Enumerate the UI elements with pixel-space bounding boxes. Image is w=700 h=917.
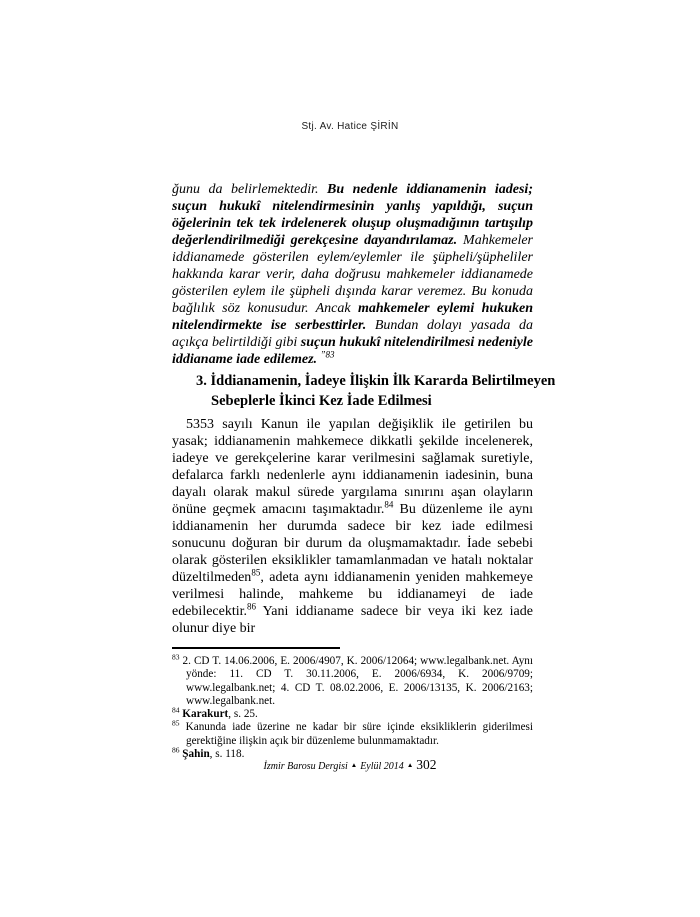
- footnote-ref-number: 84: [384, 499, 394, 510]
- footnotes-block: [172, 652, 533, 761]
- footnote-separator-rule: [172, 647, 340, 649]
- section-heading-line1: 3. İddianamenin, İadeye İlişkin İlk Kararda Belirtilmeyen: [196, 373, 556, 389]
- footnote-ref-number: 83: [325, 349, 335, 360]
- footnote-author-name: Karakurt: [182, 708, 229, 721]
- footnote-number: 84: [172, 705, 180, 715]
- footnote-text: , s. 25.: [228, 708, 258, 721]
- body-paragraph: [172, 416, 533, 637]
- footnote-text: , s. 118.: [209, 748, 245, 761]
- footnote-ref-number: 85: [251, 567, 261, 578]
- footnote-83: [172, 652, 533, 708]
- footnote-text: Kanunda iade üzerine ne kadar bir süre içinde eksikliklerin giderilmesi gerektiğine ilişkin açık bir düzenleme bulunmamaktadır.: [185, 721, 533, 747]
- quote-segment: ğunu da belirlemektedir.: [172, 182, 327, 197]
- page-number: 302: [416, 757, 437, 772]
- page-content: [172, 181, 556, 761]
- issue-date: Eylül 2014: [360, 761, 404, 772]
- section-heading-line2: Sebeplerle İkinci Kez İade Edilmesi: [211, 392, 432, 409]
- closing-quote-mark: ”: [320, 349, 326, 360]
- running-header-author: Stj. Av. Hatice ŞİRİN: [301, 121, 399, 132]
- footnote-84: [172, 705, 533, 721]
- journal-title: İzmir Barosu Dergisi: [263, 761, 348, 772]
- quote-segment-bold: Bu nedenle iddianamenin iadesi; suçun hukukî nitelendirmesinin yanlış yapıldığı, suçun öğelerinin tek tek irdelenerek oluşup oluşmadığının tartışılıp değerlendirilmediği gerekçesine dayandırılamaz.: [172, 182, 533, 248]
- footnote-reference: [321, 349, 335, 359]
- body-segment: 5353 sayılı Kanun ile yapılan değişiklik ile getirilen bu yasak; iddianamenin mahkemece dikkatli şekilde incelenerek, iadeye ve gerekçelerine karar verilmesini sağlamak suretiyle, defalarca farklı nedenlerle aynı iddianamenin iadesinin, buna dayalı olarak makul sürede yargılama sınırını aşan olayların önüne geçmek amacını taşımaktadır.: [172, 417, 533, 517]
- footnote-number: 85: [172, 718, 180, 728]
- quote-segment-bold: suçun hukukî nitelendirilmesi nedeniyle iddianame iade edilemez.: [172, 335, 533, 367]
- body-segment: , adeta aynı iddianamenin yeniden mahkemeye verilmesi halinde, mahkeme bu iddianameyi de iade edebilecektir.: [172, 570, 533, 619]
- triangle-separator-icon: ▲: [350, 762, 358, 769]
- page-footer: [0, 757, 700, 773]
- quote-paragraph: [172, 181, 533, 368]
- footnote-number: 83: [172, 652, 180, 662]
- footnote-ref-number: 86: [247, 601, 257, 612]
- section-heading: [172, 372, 556, 411]
- quote-segment: Mahkemeler iddianamede gösterilen eylem/eylemler ile şüpheli/şüpheliler hakkında karar verir, daha doğrusu mahkemeler iddianamede gösterilen eylem ile şüpheli dışında karar veremez. Bu konuda bağlılık söz konusudur. Ancak: [172, 233, 533, 316]
- body-segment: Bu düzenleme ile aynı iddianamenin her durumda sadece bir kez iade edilmesi sonucunu doğuran bir durum da oluşmamaktadır. İade sebebi olarak gösterilen eksiklikler tamamlanmadan ve hatalı noktalar düzeltilmeden: [172, 502, 533, 585]
- footnote-number: 86: [172, 745, 180, 755]
- footnote-author-name: Şahin: [182, 748, 210, 761]
- quote-segment-bold: mahkemeler eylemi hukuken nitelendirmekte ise serbesttirler.: [172, 301, 533, 333]
- quote-segment: Bundan dolayı yasada da açıkça belirtildiği gibi: [172, 318, 533, 350]
- body-segment: Yani iddianame sadece bir veya iki kez iade olunur diye bir: [172, 604, 533, 636]
- triangle-separator-icon: ▲: [406, 762, 414, 769]
- footnote-text: 2. CD T. 14.06.2006, E. 2006/4907, K. 2006/12064; www.legalbank.net. Aynı yönde: 11. CD T. 30.11.2006, E. 2006/6934, K. 2006/9709; www.legalbank.net; 4. CD T. 08.02.2006, E. 2006/13135, K. 2006/2163; www.legalbank.net.: [182, 655, 533, 707]
- footnote-85: [172, 718, 533, 748]
